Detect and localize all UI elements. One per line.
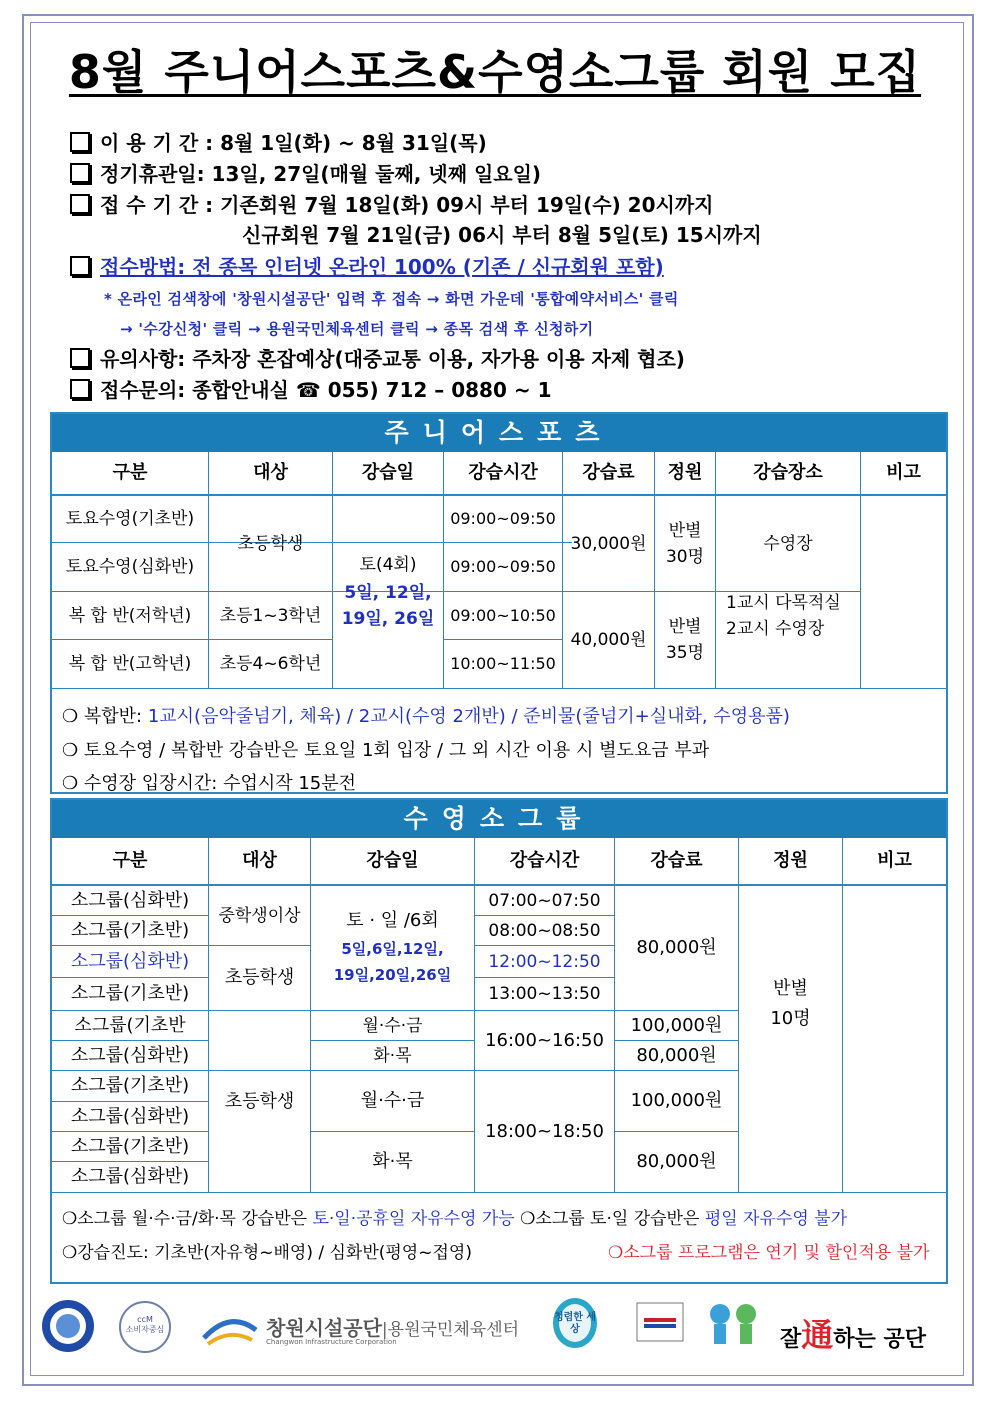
time-cell: 12:00~12:50: [488, 951, 601, 972]
header-remarks: 비고: [886, 462, 921, 483]
row-label: 소그룹(기초반): [70, 983, 190, 1004]
header-days: 강습일: [366, 850, 419, 871]
time-cell: 10:00~11:50: [450, 654, 556, 673]
day-label: 토(4회): [359, 555, 417, 575]
swim-note-3: ❍소그룹 프로그램은 연기 및 할인적용 불가: [608, 1243, 930, 1263]
target-cell: 중학생이상: [218, 905, 301, 926]
days-cell: 화·목: [373, 1045, 412, 1066]
time-cell: 08:00~08:50: [488, 920, 601, 941]
org-name: 창원시설공단|용원국민체육센터: [266, 1316, 520, 1340]
checkbox-icon: [70, 132, 90, 152]
target-cell: 초등4~6학년: [219, 654, 322, 674]
certificate-logo: [636, 1302, 684, 1342]
integrity-seal-text: 청렴한 세상: [553, 1312, 597, 1335]
junior-sports-table: [52, 452, 946, 794]
swim-note-2: ❍강습진도: 기초반(자유형~배영) / 심화반(평영~접영): [62, 1243, 472, 1263]
row-label: 소그룹(심화반): [70, 1105, 190, 1127]
row-label: 소그룹(기초반): [70, 1135, 190, 1157]
dates-line: 19일, 26일: [341, 609, 435, 629]
dates-line: 19일,20일,26일: [333, 966, 452, 984]
target-cell: 초등학생: [237, 533, 304, 554]
checkbox-icon: [70, 194, 90, 214]
info-closed: 정기휴관일: 13일, 27일(매월 둘째, 넷째 일요일): [70, 159, 541, 189]
info-period: 이 용 기 간 : 8월 1일(화) ~ 8월 31일(목): [70, 128, 487, 158]
fee-cell: 100,000원: [630, 1090, 723, 1111]
row-label: 소그룹(기초반): [70, 1075, 190, 1096]
row-label: 소그룹(심화반): [70, 1166, 190, 1187]
dates-line: 5일, 12일,: [344, 583, 432, 603]
row-label: 소그룹(심화반): [70, 950, 190, 972]
method-note-1: * 온라인 검색창에 '창원시설공단' 입력 후 접속 → 화면 가운데 '통합예약서비스' 클릭: [104, 290, 679, 308]
fee-cell: 80,000원: [636, 1044, 717, 1066]
swim-note-1: ❍소그룹 월·수·금/화·목 강습반은 토·일·공휴일 자유수영 가능 ❍소그룹 토·일 강습반은 평일 자유수영 불가: [62, 1209, 847, 1229]
header-target: 대상: [253, 462, 288, 483]
ccm-label: 소비자중심: [125, 1325, 165, 1334]
fee-cell: 80,000원: [636, 937, 717, 958]
row-label: 소그룹(심화반): [70, 889, 190, 911]
info-method: 접수방법: 전 종목 인터넷 온라인 100% (기존 / 신규회원 포함): [70, 252, 664, 282]
swim-group-band: 수영소그룹: [52, 800, 946, 838]
time-cell: 09:00~09:50: [450, 509, 556, 528]
header-target: 대상: [242, 850, 277, 871]
fee-cell: 30,000원: [570, 533, 647, 554]
capacity-line: 반별: [668, 617, 702, 637]
dates-line: 5일,6일,12일,: [341, 940, 444, 958]
header-fee: 강습료: [582, 462, 635, 483]
fee-cell: 80,000원: [636, 1151, 717, 1172]
capacity-cell: [655, 592, 715, 688]
slogan: 잘通하는 공단: [780, 1316, 926, 1354]
place-cell: [716, 592, 860, 688]
row-label: 복 합 반(저학년): [68, 605, 192, 626]
capacity-line: 반별: [773, 978, 808, 999]
header-category: 구분: [112, 462, 148, 483]
fee-cell: 100,000원: [630, 1014, 723, 1036]
days-cell: 화·목: [372, 1151, 413, 1172]
time-cell: 16:00~16:50: [485, 1029, 604, 1051]
days-cell: [311, 886, 474, 1010]
time-cell: 09:00~09:50: [450, 557, 556, 576]
checkbox-icon: [70, 163, 90, 183]
place-cell: 수영장: [763, 533, 813, 554]
svg-text:ccM: ccM: [137, 1315, 153, 1324]
gyeongnam-logo: [200, 1308, 260, 1352]
method-note-2: → '수강신청' 클릭 → 용원국민체육센터 클릭 → 종목 검색 후 신청하기: [120, 320, 594, 338]
capacity-cell: [739, 886, 842, 1192]
row-label: 소그룹(기초반): [70, 919, 190, 941]
swim-group-section: [50, 798, 948, 1284]
swim-group-table: [52, 838, 946, 1280]
info-reception: 접 수 기 간 : 기존회원 7월 18일(화) 09시 부터 19일(수) 20시까지: [70, 190, 713, 220]
days-cell: 월·수·금: [360, 1090, 425, 1111]
header-category: 구분: [112, 850, 148, 871]
time-cell: 07:00~07:50: [488, 890, 601, 911]
info-caution: 유의사항: 주차장 혼잡예상(대중교통 이용, 자가용 이용 자제 협조): [70, 344, 685, 374]
page-title: 8월 주니어스포츠&수영소그룹 회원 모집: [68, 45, 922, 99]
junior-note-2: ❍ 토요수영 / 복합반 강습반은 토요일 1회 입장 / 그 외 시간 이용 시 별도요금 부과: [62, 740, 710, 761]
info-contact: 접수문의: 종합안내실 ☎ 055) 712 – 0880 ~ 1: [70, 375, 552, 405]
time-cell: 09:00~10:50: [450, 605, 556, 625]
capacity-line: 35명: [665, 643, 705, 663]
junior-note-1: ❍ 복합반: 1교시(음악줄넘기, 체육) / 2교시(수영 2개반) / 준비물(줄넘기+실내화, 수영용품): [62, 706, 790, 727]
header-capacity: 정원: [773, 850, 808, 871]
junior-note-3: ❍ 수영장 입장시간: 수업시작 15분전: [62, 773, 357, 794]
capacity-line: 10명: [770, 1008, 811, 1029]
day-label: 토 · 일 /6회: [346, 910, 439, 931]
header-place: 강습장소: [753, 462, 823, 483]
junior-sports-band: 주니어스포츠: [52, 414, 946, 452]
header-capacity: 정원: [667, 462, 703, 483]
days-cell: 월·수·금: [362, 1015, 423, 1036]
mascot-icon: [704, 1298, 764, 1348]
info-reception-new: 신규회원 7월 21일(금) 06시 부터 8월 5일(토) 15시까지: [242, 223, 762, 247]
row-label: 토요수영(기초반): [65, 509, 195, 529]
org-name-en: Changwon Infrastructure Corporation: [266, 1338, 397, 1346]
header-days: 강습일: [361, 462, 415, 483]
phone-icon: ☎: [295, 378, 321, 402]
capacity-cell: [655, 496, 715, 591]
row-label: 토요수영(심화반): [65, 557, 195, 577]
row-label: 소그룹(심화반): [70, 1044, 190, 1066]
checkbox-icon: [70, 348, 90, 368]
fee-cell: 40,000원: [570, 630, 647, 650]
target-cell: 초등1~3학년: [219, 605, 322, 626]
capacity-line: 30명: [665, 546, 705, 567]
human-rights-logo: [40, 1298, 96, 1354]
junior-sports-section: [50, 412, 948, 794]
header-time: 강습시간: [509, 850, 580, 871]
time-cell: 18:00~18:50: [485, 1120, 604, 1142]
checkbox-icon: [70, 256, 90, 276]
time-cell: 13:00~13:50: [488, 984, 601, 1004]
place-line: 2교시 수영장: [726, 619, 825, 639]
row-label: 소그룹(기초반: [74, 1014, 186, 1036]
target-cell: 초등학생: [224, 1090, 295, 1112]
header-time: 강습시간: [468, 462, 538, 483]
header-fee: 강습료: [650, 850, 703, 871]
place-line: 1교시 다목적실: [726, 593, 841, 613]
row-label: 복 합 반(고학년): [68, 654, 192, 674]
checkbox-icon: [70, 379, 90, 399]
header-remarks: 비고: [877, 850, 912, 871]
capacity-line: 반별: [668, 520, 702, 541]
target-cell: 초등학생: [224, 967, 295, 988]
days-cell: [333, 496, 443, 688]
